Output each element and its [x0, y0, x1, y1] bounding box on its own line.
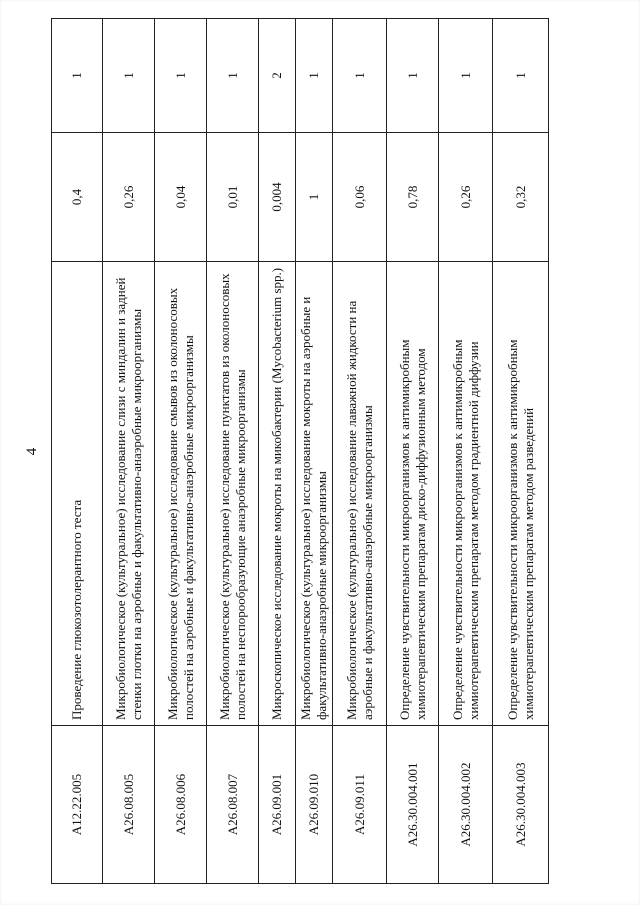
service-code: A26.09.001 [259, 726, 296, 884]
table-row [296, 19, 333, 884]
frequency-value: 0,78 [387, 133, 439, 262]
service-code: A26.09.011 [333, 726, 387, 884]
table-row [333, 19, 387, 884]
table-row [52, 19, 103, 884]
service-name: Микробиологическое (культуральное) исследование пунктатов из околоносовых полостей на неспорообразующие анаэробные микроорганизмы [207, 262, 259, 726]
multiplicity-value: 1 [207, 19, 259, 133]
service-code: A26.30.004.001 [387, 726, 439, 884]
service-code: A26.30.004.002 [439, 726, 493, 884]
service-name: Микроскопическое исследование мокроты на микобактерии (Mycobacterium spp.) [259, 262, 296, 726]
service-code: A26.08.005 [103, 726, 155, 884]
service-name: Проведение глюкозотолерантного теста [52, 262, 103, 726]
service-code: A26.09.010 [296, 726, 333, 884]
multiplicity-value: 1 [52, 19, 103, 133]
multiplicity-value: 1 [333, 19, 387, 133]
services-table [51, 18, 549, 884]
frequency-value: 0,26 [103, 133, 155, 262]
service-name: Определение чувствительности микроорганизмов к антимикробным химиотерапевтическим препаратам методом разведений [493, 262, 549, 726]
multiplicity-value: 1 [439, 19, 493, 133]
multiplicity-value: 1 [296, 19, 333, 133]
service-name: Микробиологическое (культуральное) исследование мокроты на аэробные и факультативно-анаэробные микроорганизмы [296, 262, 333, 726]
service-name: Микробиологическое (культуральное) исследование лаважной жидкости на аэробные и факультативно-анаэробные микроорганизмы [333, 262, 387, 726]
service-name: Микробиологическое (культуральное) исследование слизи с миндалин и задней стенки глотки на аэробные и факультативно-анаэробные микроорганизмы [103, 262, 155, 726]
service-name: Определение чувствительности микроорганизмов к антимикробным химиотерапевтическим препаратам диско-диффузионным методом [387, 262, 439, 726]
page-number: 4 [24, 447, 40, 456]
frequency-value: 0,004 [259, 133, 296, 262]
service-name: Определение чувствительности микроорганизмов к антимикробным химиотерапевтическим препаратам методом градиентной диффузии [439, 262, 493, 726]
frequency-value: 0,32 [493, 133, 549, 262]
table-row [155, 19, 207, 884]
table-row [259, 19, 296, 884]
service-code: A26.08.006 [155, 726, 207, 884]
service-code: A26.08.007 [207, 726, 259, 884]
multiplicity-value: 1 [387, 19, 439, 133]
frequency-value: 0,26 [439, 133, 493, 262]
rotated-sheet [21, 19, 555, 884]
multiplicity-value: 2 [259, 19, 296, 133]
multiplicity-value: 1 [493, 19, 549, 133]
table-row [493, 19, 549, 884]
table-row [439, 19, 493, 884]
frequency-value: 0,01 [207, 133, 259, 262]
multiplicity-value: 1 [103, 19, 155, 133]
table-row [387, 19, 439, 884]
service-name: Микробиологическое (культуральное) исследование смывов из околоносовых полостей на аэробные и факультативно-анаэробные микроорганизмы [155, 262, 207, 726]
service-code: A26.30.004.003 [493, 726, 549, 884]
service-code: A12.22.005 [52, 726, 103, 884]
table-row [103, 19, 155, 884]
frequency-value: 0,06 [333, 133, 387, 262]
frequency-value: 0,4 [52, 133, 103, 262]
frequency-value: 1 [296, 133, 333, 262]
multiplicity-value: 1 [155, 19, 207, 133]
frequency-value: 0,04 [155, 133, 207, 262]
table-row [207, 19, 259, 884]
